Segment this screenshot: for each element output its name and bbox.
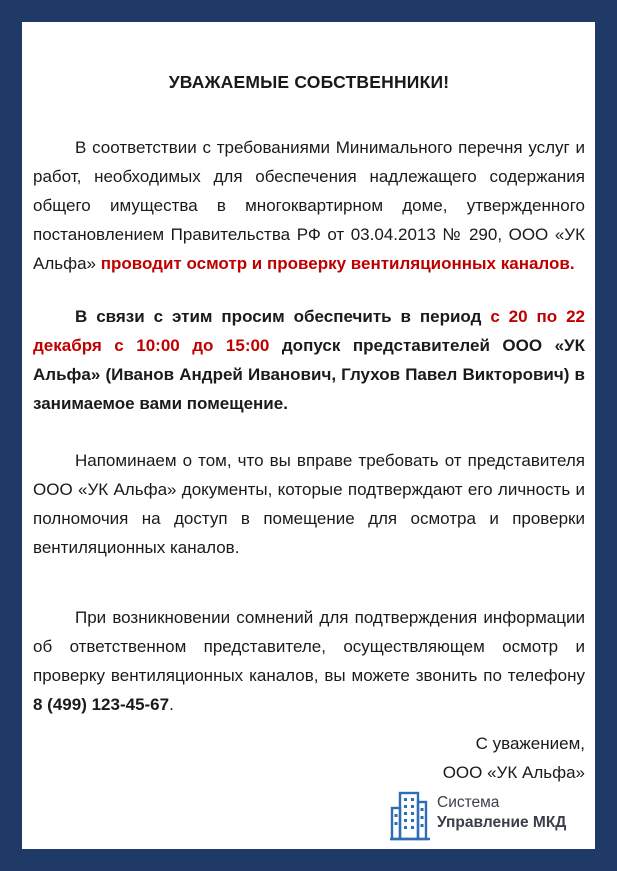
paragraph-inspection-text: В соответствии с требованиями Минимального перечня услуг и работ, необходимых для обеспечения надлежащего содержания общего имущества в многоквартирном доме, утвержденного постановлением Правительства РФ от 03.04.2013 № 290, ООО «УК Альфа» [33, 138, 585, 273]
documents-text: Напоминаем о том, что вы вправе требовать от представителя ООО «УК Альфа» документы, которые подтверждают его личность и полномочия на доступ в помещение для осмотра и проверки вентиляционных каналов. [33, 451, 585, 557]
access-dates: с 20 по 22 декабря с 10:00 до 15:00 [33, 307, 585, 355]
access-text-end: допуск представителей ООО «УК Альфа» (Иванов Андрей Иванович, Глухов Павел Викторович) в занимаемое вами помещение. [33, 336, 585, 413]
paragraph-inspection [33, 133, 585, 278]
contact-phone: 8 (499) 123-45-67 [33, 695, 170, 714]
inspection-highlight: проводит осмотр и проверку вентиляционных каналов. [100, 254, 575, 273]
logo-line-2: Управление МКД [437, 814, 567, 831]
signature-greeting: С уважением, [475, 734, 585, 753]
building-icon [390, 790, 430, 842]
paragraph-access [33, 302, 585, 418]
logo-text [437, 793, 566, 833]
paragraph-contact [33, 603, 585, 719]
page-title: УВАЖАЕМЫЕ СОБСТВЕННИКИ! [168, 72, 450, 92]
notice-sheet [22, 22, 595, 849]
contact-text: При возникновении сомнений для подтверждения информации об ответственном представителе, осуществляющем осмотр и проверку вентиляционных каналов, вы можете звонить по телефону [33, 608, 585, 685]
signature-company: ООО «УК Альфа» [442, 763, 585, 782]
paragraph-documents [33, 446, 585, 562]
access-text-start: В связи с этим просим обеспечить в период [75, 307, 491, 326]
logo-line-1: Система [437, 794, 500, 811]
logo [390, 790, 575, 842]
contact-end: . [169, 695, 174, 714]
